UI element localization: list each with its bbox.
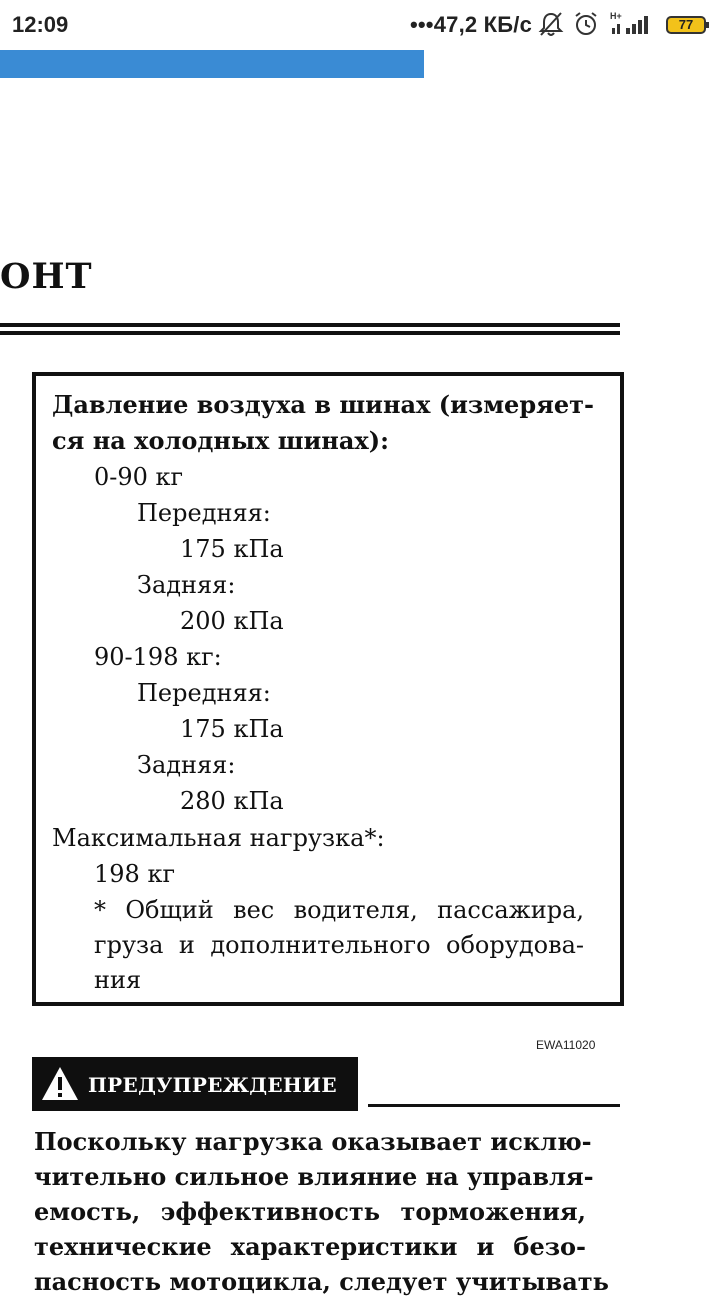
warning-line: пасность мотоцикла, следует учитывать	[34, 1267, 609, 1296]
heading-rule-bottom	[0, 331, 620, 335]
max-load-label: Максимальная нагрузка*:	[52, 824, 385, 852]
warning-line: технические характеристики и безо-	[34, 1232, 586, 1261]
front-label-2: Передняя:	[137, 679, 271, 707]
status-time: 12:09	[12, 12, 69, 37]
rear-label-1: Задняя:	[137, 571, 236, 599]
warning-triangle-icon	[40, 1065, 80, 1103]
spec-title-line-2: ся на холодных шинах):	[52, 426, 389, 455]
network-speed: •••47,2 КБ/с	[410, 12, 533, 37]
signal-label: H+	[610, 11, 622, 21]
warning-line: Поскольку нагрузка оказывает исклю-	[34, 1127, 592, 1156]
status-bar	[0, 0, 720, 50]
warning-body	[34, 1124, 609, 1299]
load-range-2: 90-198 кг:	[94, 643, 222, 671]
tire-pressure-spec-box	[32, 372, 624, 1006]
warning-label	[32, 1057, 358, 1111]
rear-value-1: 200 кПа	[180, 607, 284, 635]
warning-label-text: ПРЕДУПРЕЖДЕНИЕ	[88, 1073, 337, 1097]
section-heading: ОНТ	[0, 256, 93, 297]
battery-level: 77	[678, 17, 694, 32]
note-line-2: груза и дополнительного оборудова-	[94, 931, 584, 959]
alarm-icon	[572, 10, 600, 44]
load-range-1: 0-90 кг	[94, 463, 184, 491]
max-load-value: 198 кг	[94, 860, 176, 888]
front-label-1: Передняя:	[137, 499, 271, 527]
warning-line: чительно сильное влияние на управля-	[34, 1162, 594, 1191]
heading-rule-top	[0, 323, 620, 327]
battery-icon	[666, 16, 706, 34]
warning-line: емость, эффективность торможения,	[34, 1197, 586, 1226]
note-line-1: * Общий вес водителя, пассажира,	[94, 896, 584, 924]
spec-title-line-1: Давление воздуха в шинах (измеряет-	[52, 390, 594, 419]
rear-label-2: Задняя:	[137, 751, 236, 779]
front-value-1: 175 кПа	[180, 535, 284, 563]
warning-rule	[368, 1104, 620, 1107]
page-load-progress-bar	[0, 50, 424, 78]
muted-bell-icon	[538, 10, 564, 44]
note-line-3: ния	[94, 966, 142, 994]
warning-code: EWA11020	[536, 1038, 596, 1052]
front-value-2: 175 кПа	[180, 715, 284, 743]
rear-value-2: 280 кПа	[180, 787, 284, 815]
signal-icon	[610, 10, 654, 44]
